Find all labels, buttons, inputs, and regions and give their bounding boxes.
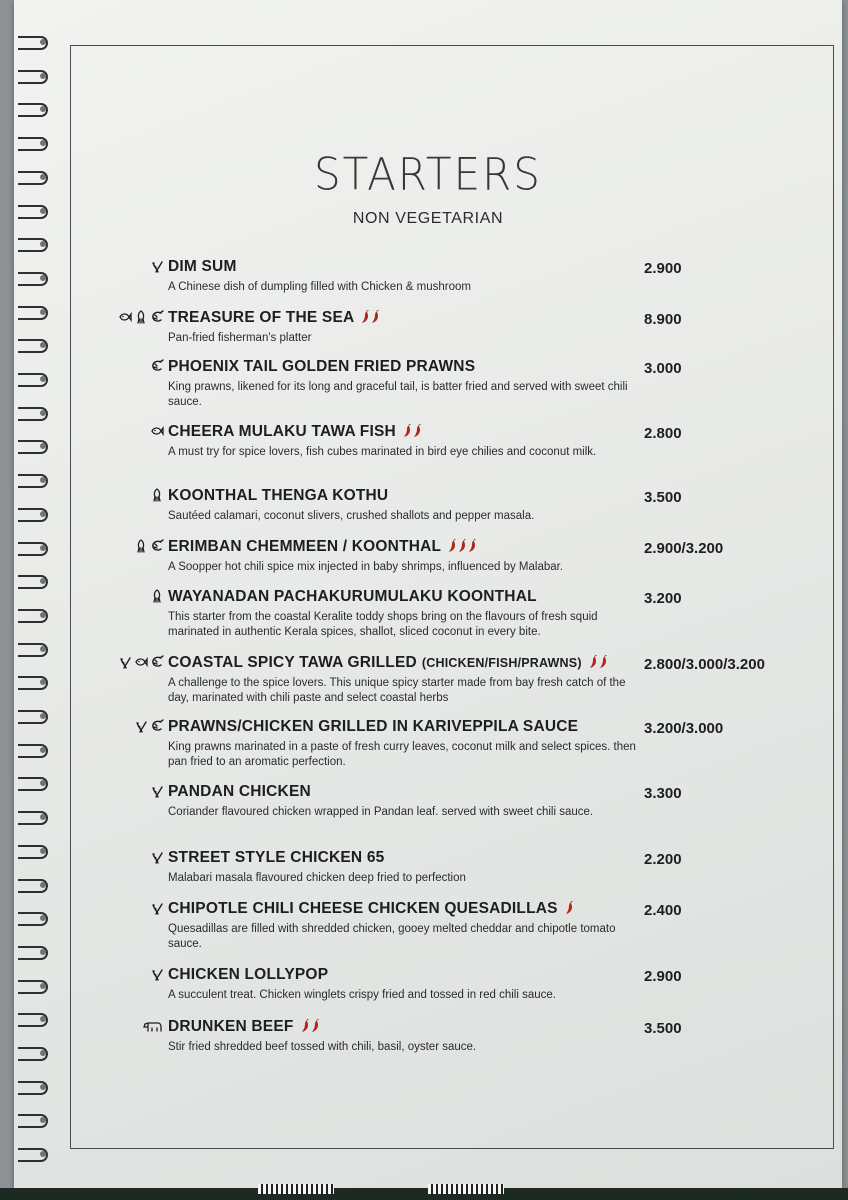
- menu-item-name-text: PANDAN CHICKEN: [168, 783, 311, 800]
- squid-icon: [134, 310, 148, 324]
- menu-item-name: [168, 1018, 320, 1036]
- menu-item-name: [168, 654, 608, 672]
- menu-item-description: King prawns marinated in a paste of fresh curry leaves, coconut milk and select spices. then pan fried to an aromatic perfection.: [168, 741, 636, 768]
- menu-item-description: Pan-fried fisherman's platter: [168, 332, 312, 344]
- menu-item-name: [168, 358, 475, 376]
- punch-hole: [40, 713, 46, 719]
- punch-hole: [40, 545, 46, 551]
- chili-icon: [371, 310, 380, 324]
- menu-item-name-suffix: (CHICKEN/FISH/PRAWNS): [421, 656, 582, 670]
- punch-hole: [40, 511, 46, 517]
- menu-item-price: 3.000: [644, 360, 682, 377]
- bottom-edge: [0, 1188, 848, 1200]
- punch-hole: [40, 646, 46, 652]
- punch-hole: [40, 410, 46, 416]
- page-subtitle: NON VEGETARIAN: [352, 210, 504, 227]
- squid-icon: [150, 488, 164, 502]
- fish-icon: [118, 310, 132, 324]
- menu-item-name-text: CHIPOTLE CHILI CHEESE CHICKEN QUESADILLAS: [168, 900, 558, 917]
- menu-item-name: [168, 423, 422, 441]
- menu-item-price: 3.200/3.000: [644, 720, 724, 737]
- spiral-binding: [14, 36, 50, 1186]
- menu-item-icons: [112, 719, 164, 733]
- menu-item-description: Sautéed calamari, coconut slivers, crushed shallots and pepper masala.: [168, 510, 535, 522]
- chili-icon: [448, 539, 457, 553]
- chili-icon: [403, 424, 412, 438]
- chicken-icon: [118, 655, 132, 669]
- punch-hole: [40, 747, 46, 753]
- chicken-icon: [134, 719, 148, 733]
- menu-item-description: Quesadillas are filled with shredded chicken, gooey melted cheddar and chipotle tomato sauce.: [168, 923, 616, 950]
- prawn-icon: [150, 310, 164, 324]
- menu-item-name: [168, 718, 578, 736]
- punch-hole: [40, 1084, 46, 1090]
- menu-item-name-text: WAYANADAN PACHAKURUMULAKU KOONTHAL: [168, 588, 537, 605]
- beef-icon: [142, 1019, 164, 1033]
- menu-item-icons: [112, 784, 164, 798]
- chicken-icon: [150, 259, 164, 273]
- chicken-icon: [150, 850, 164, 864]
- menu-item-name: [168, 900, 574, 918]
- menu-item-name-text: PHOENIX TAIL GOLDEN FRIED PRAWNS: [168, 358, 476, 375]
- chili-icon: [589, 655, 598, 669]
- chili-icon: [301, 1019, 310, 1033]
- spice-level: [300, 1018, 320, 1035]
- menu-item-icons: [112, 539, 164, 553]
- menu-item-description: A succulent treat. Chicken winglets crispy fried and tossed in red chili sauce.: [168, 989, 556, 1001]
- menu-item-name: [168, 966, 328, 984]
- prawn-icon: [150, 359, 164, 373]
- punch-hole: [40, 39, 46, 45]
- menu-item-price: 2.800: [644, 425, 682, 442]
- menu-item-name-text: DIM SUM: [168, 258, 237, 275]
- menu-item-description: This starter from the coastal Keralite toddy shops bring on the flavours of fresh squid marinated in authentic Kerala spices, shallot, sliced coconut in every bite.: [168, 611, 598, 638]
- menu-item-price: 2.900/3.200: [644, 540, 724, 557]
- menu-item-description: A must try for spice lovers, fish cubes marinated in bird eye chilies and coconut milk.: [168, 446, 597, 458]
- spice-level: [402, 423, 422, 440]
- menu-item-name-text: TREASURE OF THE SEA: [168, 309, 355, 326]
- menu-item-icons: [112, 850, 164, 864]
- menu-item-name-text: PRAWNS/CHICKEN GRILLED IN KARIVEPPILA SAUCE: [168, 718, 579, 735]
- menu-item-price: 3.500: [644, 489, 682, 506]
- spice-level: [447, 538, 477, 555]
- menu-item-name-text: STREET STYLE CHICKEN 65: [168, 849, 385, 866]
- chili-icon: [599, 655, 608, 669]
- menu-item-price: 2.400: [644, 902, 682, 919]
- spice-level: [564, 900, 574, 917]
- menu-item-name-text: KOONTHAL THENGA KOTHU: [168, 487, 389, 504]
- menu-item-icons: [112, 310, 164, 324]
- menu-item-price: 8.900: [644, 311, 682, 328]
- punch-hole: [40, 882, 46, 888]
- menu-page: [14, 0, 842, 1188]
- menu-item-description: Malabari masala flavoured chicken deep fried to perfection: [168, 872, 466, 884]
- menu-item-icons: [112, 1019, 164, 1033]
- chili-icon: [311, 1019, 320, 1033]
- chili-icon: [361, 310, 370, 324]
- punch-hole: [40, 612, 46, 618]
- page-title: STARTERS: [314, 148, 542, 201]
- chili-icon: [458, 539, 467, 553]
- menu-item-name: [168, 588, 537, 606]
- menu-item-icons: [112, 967, 164, 981]
- menu-item-name-text: CHEERA MULAKU TAWA FISH: [168, 423, 396, 440]
- punch-hole: [40, 275, 46, 281]
- squid-icon: [150, 589, 164, 603]
- chicken-icon: [150, 901, 164, 915]
- menu-item-name-text: CHICKEN LOLLYPOP: [168, 966, 329, 983]
- menu-item-icons: [112, 424, 164, 438]
- chili-icon: [413, 424, 422, 438]
- menu-item-name: [168, 258, 237, 276]
- qr-code-icon: [258, 1184, 334, 1194]
- menu-item-description: Stir fried shredded beef tossed with chili, basil, oyster sauce.: [168, 1041, 477, 1053]
- menu-item-name: [168, 849, 384, 867]
- fish-icon: [150, 424, 164, 438]
- chicken-icon: [150, 967, 164, 981]
- menu-item-name-text: ERIMBAN CHEMMEEN / KOONTHAL: [168, 538, 442, 555]
- spice-level: [588, 654, 608, 671]
- chili-icon: [565, 901, 574, 915]
- punch-hole: [40, 983, 46, 989]
- menu-item-icons: [112, 901, 164, 915]
- menu-item-icons: [112, 589, 164, 603]
- menu-item-name-text: DRUNKEN BEEF: [168, 1018, 294, 1035]
- menu-item-description: King prawns, likened for its long and graceful tail, is batter fried and served with sweet chili sauce.: [168, 381, 628, 408]
- menu-item-name: [168, 783, 311, 801]
- chicken-icon: [150, 784, 164, 798]
- menu-item-description: A Soopper hot chili spice mix injected in baby shrimps, influenced by Malabar.: [168, 561, 564, 573]
- menu-item-description: Coriander flavoured chicken wrapped in Pandan leaf. served with sweet chili sauce.: [168, 806, 594, 818]
- squid-icon: [134, 539, 148, 553]
- menu-item-name: [168, 538, 477, 556]
- fish-icon: [134, 655, 148, 669]
- menu-item-price: 3.500: [644, 1020, 682, 1037]
- menu-item-icons: [112, 359, 164, 373]
- prawn-icon: [150, 655, 164, 669]
- menu-item-icons: [112, 488, 164, 502]
- menu-item-price: 3.200: [644, 590, 682, 607]
- prawn-icon: [150, 719, 164, 733]
- menu-item-name: [168, 487, 388, 505]
- punch-hole: [40, 949, 46, 955]
- menu-item-icons: [112, 259, 164, 273]
- prawn-icon: [150, 539, 164, 553]
- menu-item-name-text: COASTAL SPICY TAWA GRILLED: [168, 654, 417, 671]
- punch-hole: [40, 1050, 46, 1056]
- menu-item-icons: [112, 655, 164, 669]
- spice-level: [360, 309, 380, 326]
- chili-icon: [468, 539, 477, 553]
- menu-item-price: 2.800/3.000/3.200: [644, 656, 765, 673]
- menu-item-price: 3.300: [644, 785, 682, 802]
- menu-item-price: 2.900: [644, 968, 682, 985]
- menu-item-name: [168, 309, 380, 327]
- menu-item-price: 2.900: [644, 260, 682, 277]
- menu-item-description: A Chinese dish of dumpling filled with Chicken & mushroom: [168, 281, 471, 293]
- punch-hole: [40, 73, 46, 79]
- punch-hole: [40, 848, 46, 854]
- menu-item-description: A challenge to the spice lovers. This unique spicy starter made from bay fresh catch of the day, marinated with chili paste and select coastal herbs: [168, 677, 626, 704]
- punch-hole: [40, 309, 46, 315]
- menu-item-price: 2.200: [644, 851, 682, 868]
- punch-hole: [40, 376, 46, 382]
- qr-code-icon: [428, 1184, 504, 1194]
